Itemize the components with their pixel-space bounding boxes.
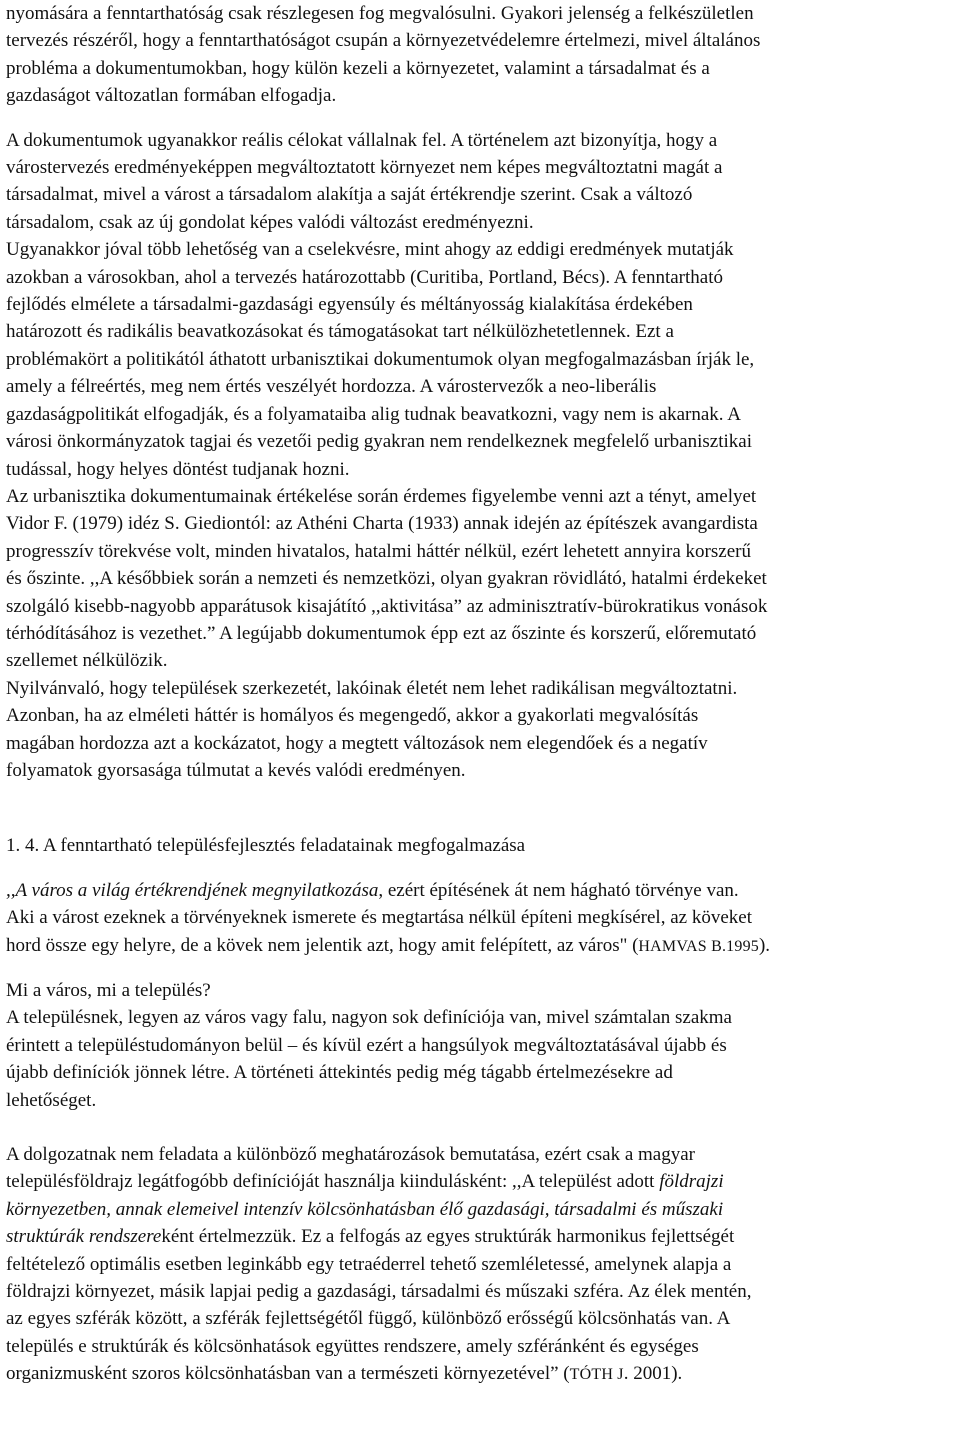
text-line: progresszív törekvése volt, minden hivatalos, hatalmi háttér nélkül, ezért lehetett annyira korszerű xyxy=(6,540,751,562)
quote-last-line: hord össze egy helyre, de a kövek nem jelentik azt, hogy amit felépített, az város" ( xyxy=(6,934,639,956)
text-line: lehetőséget. xyxy=(6,1089,97,1111)
text-line: Ugyanakkor jóval több lehetőség van a cselekvésre, mint ahogy az eddigi eredmények mutatják xyxy=(6,239,734,261)
text-line: A dokumentumok ugyanakkor reális célokat vállalnak fel. A történelem azt bizonyítja, hogy a xyxy=(6,129,718,151)
line4-italic: struktúrák rendszere xyxy=(6,1226,162,1248)
text-line: újabb definíciók jönnek létre. A történeti áttekintés pedig még tágabb értelmezésekre ad xyxy=(6,1062,673,1084)
text-line: Nyilvánvaló, hogy települések szerkezetét, lakóinak életét nem lehet radikálisan megváltoztatni. xyxy=(6,677,738,699)
text-line: folyamatok gyorsasága túlmutat a kevés valódi eredményen. xyxy=(6,759,466,781)
line2-italic: földrajzi xyxy=(659,1171,724,1193)
last-paragraph xyxy=(6,1141,944,1389)
text-line: feltételező optimális esetben leginkább egy tetraéderrel tehető szemléletessé, amelynek alapja a xyxy=(6,1253,732,1275)
text-line: szolgáló kisebb-nagyobb apparátusok kisajátító ,,aktivitása” az adminisztratív-bürokratikus vonások xyxy=(6,595,768,617)
text-line xyxy=(6,1223,944,1250)
text-line: földrajzi környezet, másik lapjai pedig a gazdasági, társadalmi és műszaki szféra. Az élek mentén, xyxy=(6,1281,752,1303)
text-line xyxy=(6,1196,944,1223)
text-line: probléma a dokumentumokban, hogy külön kezeli a környezetet, valamint a társadalmat és a xyxy=(6,57,710,79)
question-line: Mi a város, mi a település? xyxy=(6,980,211,1001)
text-line: problémakört a politikától áthatott urbanisztikai dokumentumok olyan megfogalmazásban írják le, xyxy=(6,348,755,370)
text-line xyxy=(6,1360,944,1388)
text-line: társadalmat, mivel a várost a társadalom alakítja a saját értékrendje szerint. Csak a változó xyxy=(6,184,693,206)
quote-end: ). xyxy=(758,934,771,956)
text-line: Az urbanisztika dokumentumainak értékelése során érdemes figyelembe venni azt a tényt, amelyet xyxy=(6,485,757,507)
text-line: fejlődés elmélete a társadalmi-gazdasági egyensúly és méltányosság kialakítása érdekében xyxy=(6,294,693,316)
quote-line1-rest: , ezért építésének át nem hágható törvénye van. xyxy=(378,879,739,901)
final-end: . 2001). xyxy=(623,1363,683,1385)
text-line: tervezés részéről, hogy a fenntarthatóságot csupán a környezetvédelemre értelmezi, mivel általános xyxy=(6,30,761,52)
text-line: település e struktúrák és kölcsönhatások együttes rendszere, amely szféránként és egységes xyxy=(6,1335,699,1357)
text-line: azokban a városokban, ahol a tervezés határozottabb (Curitiba, Portland, Bécs). A fenntartható xyxy=(6,266,723,288)
text-line: magában hordozza azt a kockázatot, hogy a megtett változások nem elegendőek és a negatív xyxy=(6,732,708,754)
quote-paragraph xyxy=(6,877,944,960)
line2-plain: településföldrajz legátfogóbb definícióját használja kiindulásként: ,,A települést adott xyxy=(6,1171,660,1193)
text-line xyxy=(6,877,944,904)
section-heading-text: 1. 4. A fenntartható településfejlesztés feladatainak megfogalmazása xyxy=(6,835,526,857)
text-line: és őszinte. ,,A későbbiek során a nemzeti és nemzetközi, olyan gyakran rövidlátó, hatalmi érdekeket xyxy=(6,568,767,590)
text-line: városi önkormányzatok tagjai és vezetői pedig gyakran nem rendelkeznek megfelelő urbanisztikai xyxy=(6,431,752,453)
paragraph-1 xyxy=(6,0,944,110)
text-line: amely a félreértés, meg nem értés veszélyét hordozza. A várostervezők a neo-liberális xyxy=(6,376,657,398)
citation: HAMVAS B.1995 xyxy=(638,937,759,955)
text-line: érintett a településtudományon belül – és kívül ezért a hangsúlyok megváltoztatásával újabb és xyxy=(6,1034,727,1056)
text-line: határozott és radikális beavatkozásokat és támogatásokat tart nélkülözhetetlennek. Ezt a xyxy=(6,321,674,343)
text-line: A dolgozatnak nem feladata a különböző meghatározások bemutatása, ezért csak a magyar xyxy=(6,1144,695,1166)
text-line: Vidor F. (1979) idéz S. Giediontól: az Athéni Charta (1933) annak idején az építészek avangardista xyxy=(6,513,758,535)
text-line: Aki a várost ezeknek a törvényeknek ismerete és megtartása nélkül építeni megkísérel, az köveket xyxy=(6,907,752,929)
line4-plain: ként értelmezzük. Ez a felfogás az egyes struktúrák harmonikus fejlettségét xyxy=(161,1226,735,1248)
text-line: A településnek, legyen az város vagy falu, nagyon sok definíciója van, mivel számtalan szakma xyxy=(6,1007,732,1029)
text-line: szellemet nélkülözik. xyxy=(6,650,168,672)
text-line: tudással, hogy helyes döntést tudjanak hozni. xyxy=(6,458,350,480)
final-plain: organizmusként szoros kölcsönhatásban van a természeti környezetével” ( xyxy=(6,1363,570,1385)
text-line: az egyes szférák között, a szférák fejlettségétől függő, különböző erősségű kölcsönhatás van. A xyxy=(6,1308,731,1330)
quote-italic: ,,A város a világ értékrendjének megnyilatkozása xyxy=(6,879,379,901)
citation: TÓTH J xyxy=(569,1366,624,1384)
paragraph-2 xyxy=(6,127,944,785)
text-line: nyomására a fenntarthatóság csak részlegesen fog megvalósulni. Gyakori jelenség a felkészületlen xyxy=(6,3,754,24)
line3-italic: környezetben, annak elemeivel intenzív kölcsönhatásban élő gazdasági, társadalmi és műszaki xyxy=(6,1198,724,1220)
text-line xyxy=(6,1168,944,1195)
text-line: gazdaságot változatlan formában elfogadja. xyxy=(6,85,337,107)
text-line: gazdaságpolitikát elfogadják, és a folyamataiba alig tudnak beavatkozni, vagy nem is akarnak. A xyxy=(6,403,741,425)
text-line: társadalom, csak az új gondolat képes valódi változást eredményezni. xyxy=(6,211,534,233)
definitions-paragraph xyxy=(6,977,944,1114)
text-line: várostervezés eredményeképpen megváltoztatott környezet nem képes megváltoztatni magát a xyxy=(6,157,723,179)
text-line xyxy=(6,932,944,960)
text-line: Azonban, ha az elméleti háttér is homályos és megengedő, akkor a gyakorlati megvalósítás xyxy=(6,705,699,727)
section-heading xyxy=(6,832,944,859)
text-line: térhódításához is vezethet.” A legújabb dokumentumok épp ezt az őszinte és korszerű, előremutató xyxy=(6,622,757,644)
